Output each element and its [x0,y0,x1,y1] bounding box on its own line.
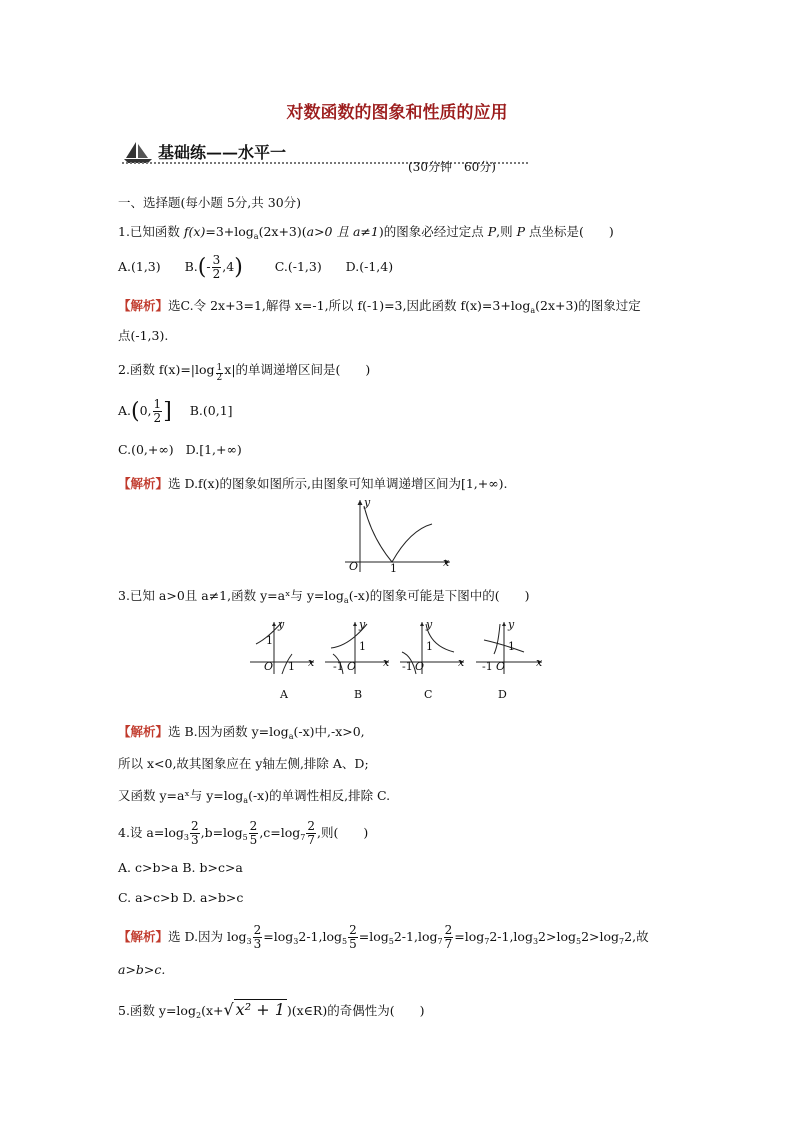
q2-options-cd: C.(0,+∞) D.[1,+∞) [118,442,242,457]
section-header [118,140,678,174]
q3-graph-b: y x O 1 -1 [333,618,390,673]
q3-label-a: A [280,688,288,701]
q4-options-cd: C. a>c>b D. a>b>c [118,890,244,905]
q3-label-d: D [498,688,507,701]
q5-radicand: x² + 1 [235,1000,285,1019]
q4-options-ab: A. c>b>a B. b>c>a [118,860,243,875]
q2-graph: y x O 1 [349,496,450,575]
q3-solution-line1: 【解析】选 B.因为函数 $y=\log_a(-x)$中,-x>0, [118,724,365,741]
q3-label-c: C [424,688,433,701]
q3-solution-line3: 又函数 y=aˣ与 $y=\log_a(-x)$的单调性相反,排除 C. [118,788,391,805]
sailboat-icon [122,140,154,164]
part-heading: 一、选择题(每小题 5分,共 30分) [118,195,302,210]
q3-solution-line2: 所以 x<0,故其图象应在 y轴左侧,排除 A、D; [118,756,369,771]
q3-graph-a: y x O 1 1 [248,618,318,676]
section-time: (30分钟 60分) [408,160,496,174]
q2-options-ab: A.(0, $\frac{1}{2}$ ] B.(0,1] [118,397,233,425]
q2-stem: 2.函数 f(x)=|log $\frac{1}{2}$ x|的单调递增区间是( ) [118,362,371,383]
q3-graph-c: y x O 1 -1 [402,618,465,673]
q4-solution-line2: a>b>c. [118,962,166,977]
q1-solution-line2: 点(-1,3). [118,328,169,343]
q1-fraction: $\frac{3}{2}$ [212,253,221,281]
q3-stem: 3.已知 a>0且 a≠1,函数 y=aˣ与 $y=\log_a(-x)$的图象可能是下图中的( ) [118,588,530,605]
q1-solution-line1: 【解析】选C.令 2x+3=1,解得 x=-1,所以 f(-1)=3,因此函数 $f(x)=3+\log_a(2x+3)$的图象过定 [118,298,641,315]
page-title: 对数函数的图象和性质的应用 [286,103,508,123]
q4-solution-line1: 【解析】选 D.因为 $\log_3$ $\frac{2}{3}$ $=\log_32-1,\log_5$ $\frac{2}{5}$ $=\log_52-1,\log_7$ $\frac{2}{7}$ $=\log_72-1,\log_32>\log_52>\log_72$,故 [118,923,649,951]
q4-stem: 4.设 $a=\log_3$ $\frac{2}{3}$ $,b=\log_5$ $\frac{2}{5}$ $,c=\log_7$ $\frac{2}{7}$ ,则( ) [118,819,369,847]
q3-label-b: B [354,688,363,701]
q5-stem: 5.函数 $y=\log_2(x+√$ x² + 1 )(x∈R)的奇偶性为( ) [118,1000,425,1020]
q2-solution: 【解析】选 D.f(x)的图象如图所示,由图象可知单调递增区间为[1,+∞). [118,476,508,491]
section-name: 基础练——水平一 [158,143,287,162]
q3-graph-d: y x O 1 -1 [482,618,543,673]
q1-stem: 1.已知函数 $f(x)=3+\log_a(2x+3)(a>0$ 且 a≠1)的图象必经过定点 P,则 P 点坐标是( ) [118,224,614,241]
q1-options: A.(1,3) B.(- $\frac{3}{2}$ ,4) C.(-1,3) D.(-1,4) [118,253,394,281]
